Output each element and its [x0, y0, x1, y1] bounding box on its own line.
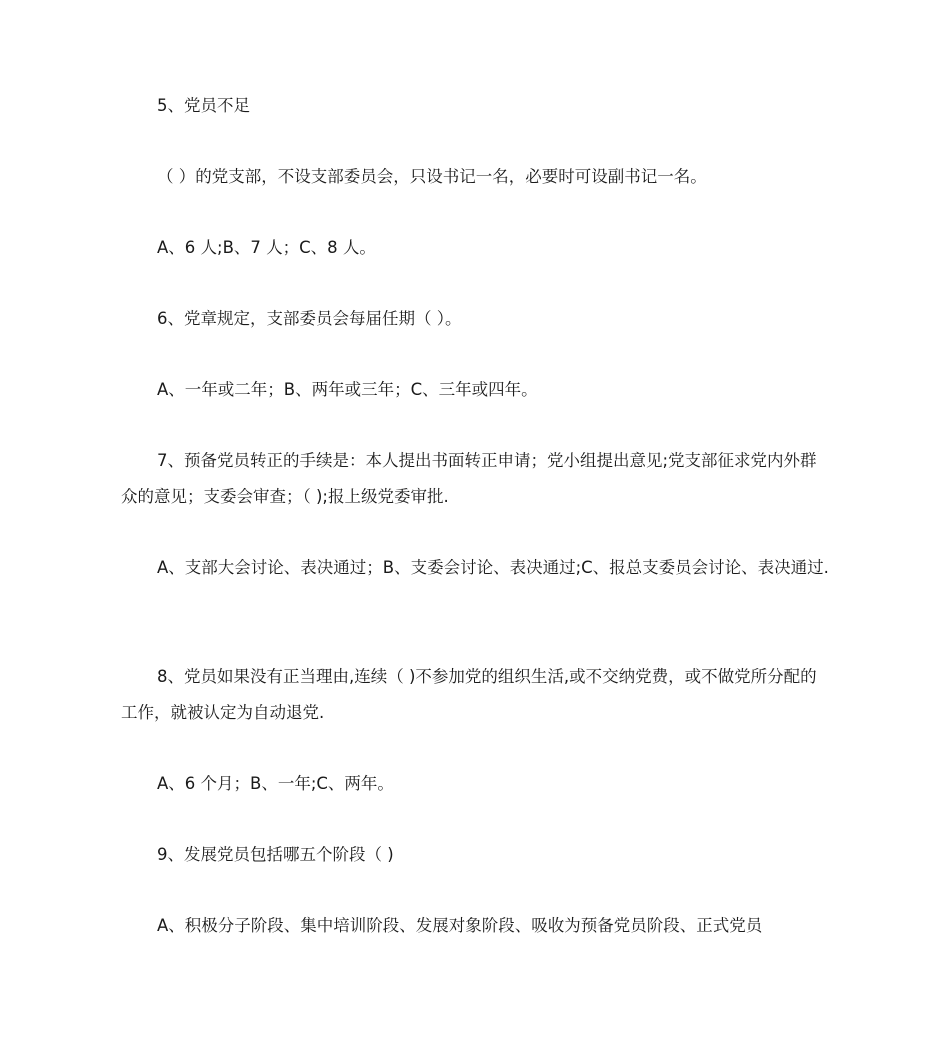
question-7-stem: 7、预备党员转正的手续是：本人提出书面转正申请；党小组提出意见;党支部征求党内外群众的意见；支委会审查；（ );报上级党委审批. — [121, 451, 817, 506]
question-9-stem: 9、发展党员包括哪五个阶段（ ) — [157, 845, 394, 864]
question-8-stem: 8、党员如果没有正当理由,连续（ )不参加党的组织生活,或不交纳党费，或不做党所分配的工作，就被认定为自动退党. — [121, 667, 817, 722]
question-5-stem-line1: 5、党员不足 — [157, 96, 250, 115]
question-5-options: A、6 人;B、7 人；C、8 人。 — [157, 238, 376, 257]
question-5-stem-line2: （ ）的党支部，不设支部委员会，只设书记一名，必要时可设副书记一名。 — [157, 167, 707, 186]
question-8-options: A、6 个月；B、一年;C、两年。 — [157, 774, 394, 793]
question-9-option-a: A、积极分子阶段、集中培训阶段、发展对象阶段、吸收为预备党员阶段、正式党员 — [157, 916, 763, 935]
question-6-stem: 6、党章规定，支部委员会每届任期（ ）。 — [157, 309, 462, 328]
question-6-options: A、一年或二年；B、两年或三年；C、三年或四年。 — [157, 380, 538, 399]
question-7-options: A、支部大会讨论、表决通过；B、支委会讨论、表决通过;C、报总支委员会讨论、表决通过. — [157, 558, 829, 577]
